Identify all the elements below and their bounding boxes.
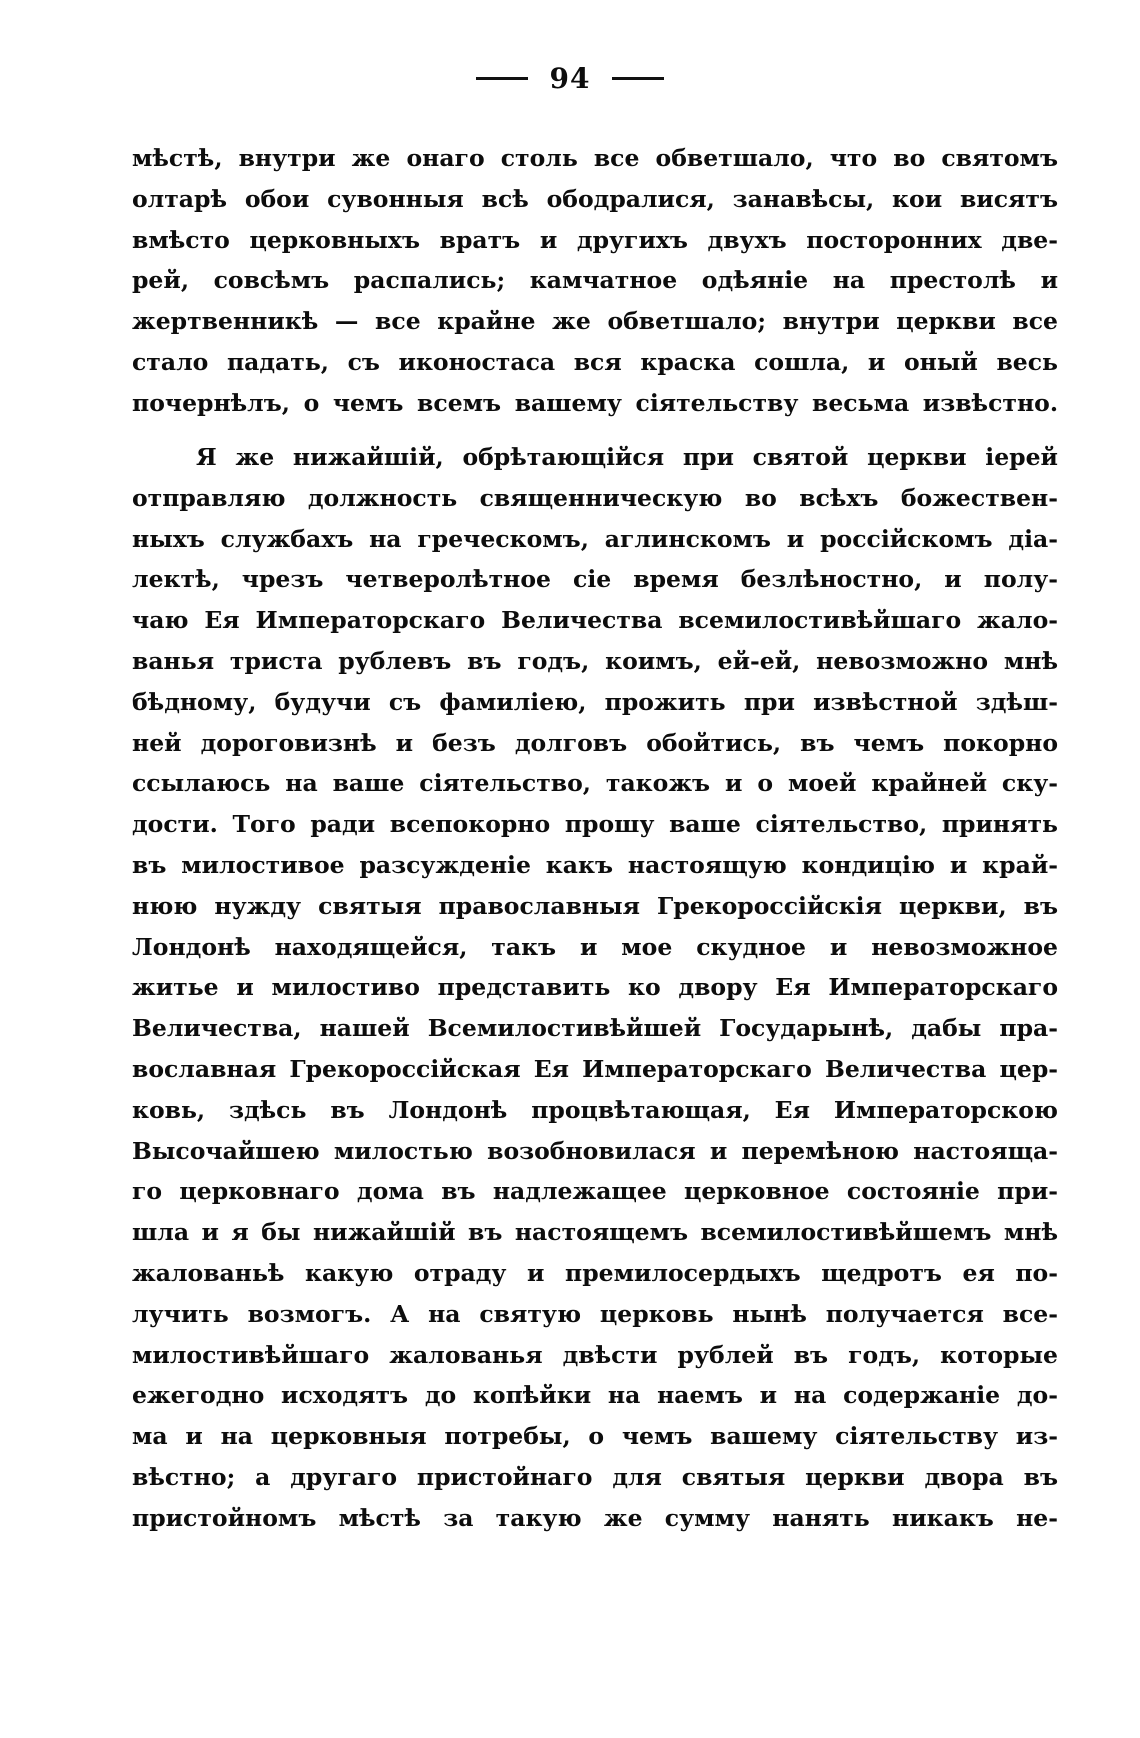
page-number-header	[0, 62, 1140, 95]
text-line: вославная Грекороссійская Ея Императорскаго Величества цер-	[132, 1054, 1058, 1083]
text-line: стало падать, съ иконостаса вся краска сошла, и оный весь	[132, 347, 1058, 376]
text-line: бѣдному, будучи съ фамиліею, прожить при извѣстной здѣш-	[132, 687, 1058, 716]
text-line: го церковнаго дома въ надлежащее церковное состояніе при-	[132, 1177, 1058, 1206]
text-line: ней дороговизнѣ и безъ долговъ обойтись, въ чемъ покорно	[132, 728, 1058, 757]
text-line: ссылаюсь на ваше сіятельство, такожъ и о моей крайней ску-	[132, 769, 1058, 798]
text-line: Величества, нашей Всемилостивѣйшей Государынѣ, дабы пра-	[132, 1014, 1058, 1043]
text-line: лучить возмогъ. А на святую церковь нынѣ получается все-	[132, 1299, 1058, 1328]
text-line: ма и на церковныя потребы, о чемъ вашему сіятельству из-	[132, 1422, 1058, 1451]
text-line: милостивѣйшаго жалованья двѣсти рублей въ годъ, которые	[132, 1340, 1058, 1369]
text-line: жертвенникѣ — все крайне же обветшало; внутри церкви все	[132, 307, 1058, 336]
text-line: отправляю должность священническую во всѣхъ божествен-	[132, 483, 1058, 512]
text-line: Я же нижайшій, обрѣтающійся при святой церкви іерей	[196, 443, 1058, 471]
text-line: Лондонѣ находящейся, такъ и мое скудное и невозможное	[132, 932, 1058, 961]
text-line: мѣстѣ, внутри же онаго столь все обветшало, что во святомъ	[132, 144, 1058, 172]
text-line: рей, совсѣмъ распались; камчатное одѣяніе на престолѣ и	[132, 266, 1058, 295]
text-line: житье и милостиво представить ко двору Ея Императорскаго	[132, 973, 1058, 1002]
text-line: чаю Ея Императорскаго Величества всемилостивѣйшаго жало-	[132, 606, 1058, 635]
text-line: ныхъ службахъ на греческомъ, аглинскомъ и россійскомъ діа-	[132, 524, 1058, 553]
text-line: почернѣлъ, о чемъ всемъ вашему сіятельству весьма извѣстно.	[132, 388, 1058, 417]
text-line: вмѣсто церковныхъ вратъ и другихъ двухъ посторонних две-	[132, 225, 1058, 254]
paragraph-2	[132, 437, 1058, 1539]
text-line: лектѣ, чрезъ четверолѣтное сіе время безлѣностно, и полу-	[132, 565, 1058, 594]
text-line: олтарѣ обои сувонныя всѣ ободралися, занавѣсы, кои висятъ	[132, 184, 1058, 213]
text-line: пристойномъ мѣстѣ за такую же сумму нанять никакъ не-	[132, 1503, 1058, 1532]
text-line: дости. Того ради всепокорно прошу ваше сіятельство, принять	[132, 810, 1058, 839]
text-line: ежегодно исходятъ до копѣйки на наемъ и на содержаніе до-	[132, 1381, 1058, 1410]
page-number: 94	[549, 62, 591, 95]
text-line: шла и я бы нижайшій въ настоящемъ всемилостивѣйшемъ мнѣ	[132, 1218, 1058, 1247]
text-line: ковь, здѣсь въ Лондонѣ процвѣтающая, Ея Императорскою	[132, 1095, 1058, 1124]
left-dash	[476, 77, 528, 80]
text-line: Высочайшею милостью возобновилася и перемѣною настояща-	[132, 1136, 1058, 1165]
text-line: вѣстно; а другаго пристойнаго для святыя церкви двора въ	[132, 1462, 1058, 1491]
text-line: жалованьѣ какую отраду и премилосердыхъ щедротъ ея по-	[132, 1258, 1058, 1287]
right-dash	[612, 77, 664, 80]
text-line: ванья триста рублевъ въ годъ, коимъ, ей-ей, невозможно мнѣ	[132, 646, 1058, 675]
text-line: нюю нужду святыя православныя Грекороссійскія церкви, въ	[132, 891, 1058, 920]
paragraph-1	[132, 138, 1058, 424]
text-line: въ милостивое разсужденіе какъ настоящую кондицію и край-	[132, 850, 1058, 879]
